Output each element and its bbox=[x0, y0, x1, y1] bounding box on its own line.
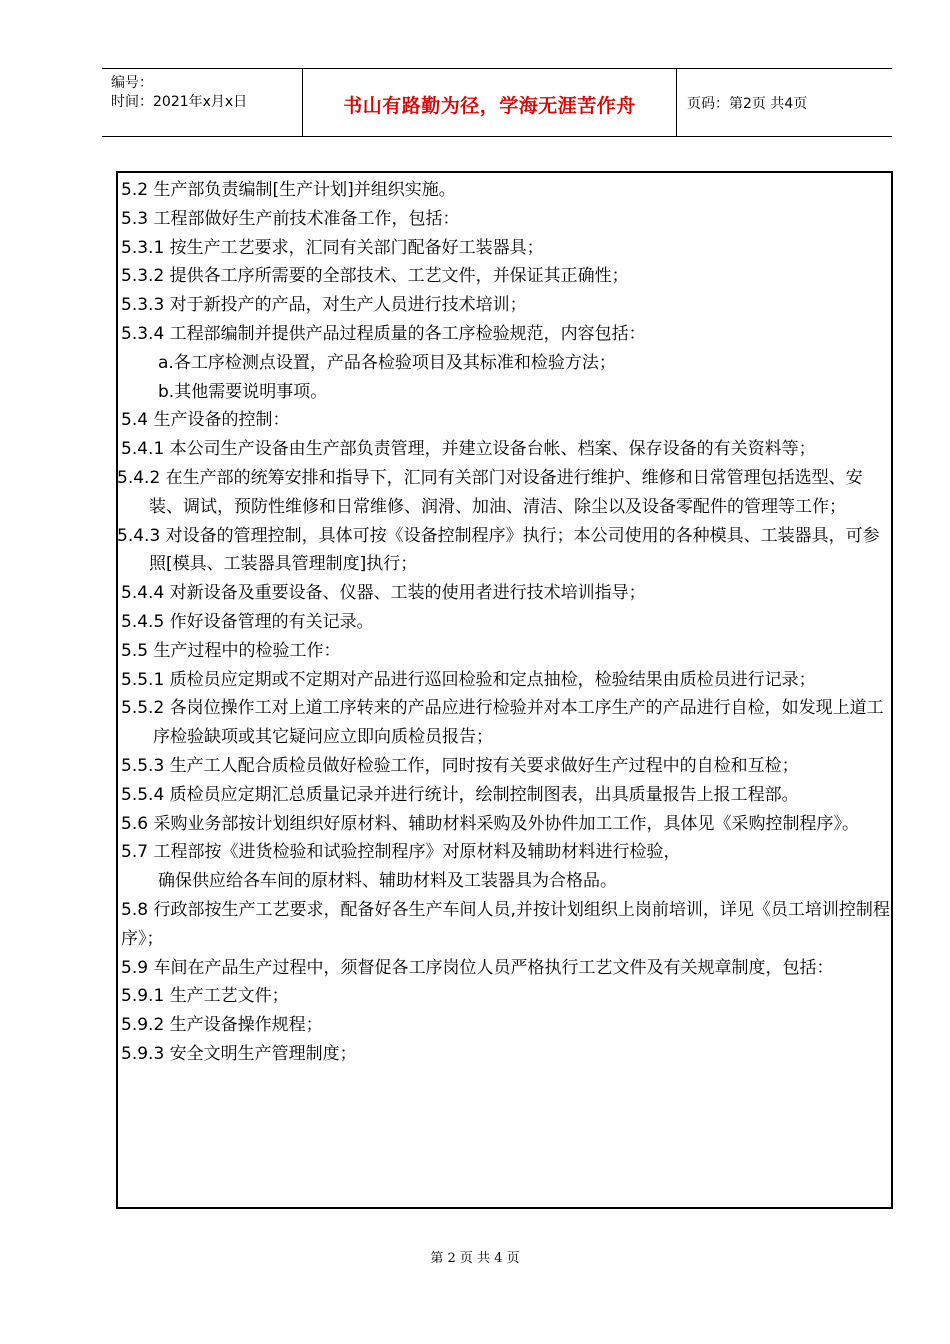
paragraph: 5.5.2 各岗位操作工对上道工序转来的产品应进行检验并对本工序生产的产品进行自检，如发现上道工序检验缺项或其它疑问应立即向质检员报告； bbox=[121, 698, 884, 748]
paragraph: 5.4.1 本公司生产设备由生产部负责管理，并建立设备台帐、档案、保存设备的有关资料等； bbox=[121, 439, 816, 460]
paragraph: 确保供应给各车间的原材料、辅助材料及工装器具为合格品。 bbox=[158, 871, 617, 892]
paragraph: 5.4.4 对新设备及重要设备、仪器、工装的使用者进行技术培训指导； bbox=[121, 583, 646, 604]
content-box bbox=[116, 171, 893, 1209]
paragraph: 5.5.3 生产工人配合质检员做好检验工作，同时按有关要求做好生产过程中的自检和互检； bbox=[121, 755, 799, 776]
document-date-label: 时间：2021年x月x日 bbox=[111, 94, 248, 110]
paragraph: 5.4 生产设备的控制： bbox=[121, 410, 290, 431]
paragraph: 5.5.4 质检员应定期汇总质量记录并进行统计，绘制控制图表，出具质量报告上报工程部。 bbox=[121, 784, 799, 805]
paragraph: 5.7 工程部按《进货检验和试验控制程序》对原材料及辅助材料进行检验， bbox=[121, 842, 681, 863]
paragraph: 5.8 行政部按生产工艺要求，配备好各生产车间人员,并按计划组织上岗前培训，详见《员工培训控制程序》； bbox=[121, 899, 890, 949]
paragraph: 5.9.3 安全文明生产管理制度； bbox=[121, 1043, 357, 1064]
paragraph: 5.5 生产过程中的检验工作： bbox=[121, 640, 341, 661]
paragraph: 5.6 采购业务部按计划组织好原材料、辅助材料采购及外协件加工工作，具体见《采购控制程序》。 bbox=[121, 813, 859, 834]
paragraph: 5.4.3 对设备的管理控制，具体可按《设备控制程序》执行；本公司使用的各种模具、工装器具，可参照[模具、工装器具管理制度]执行； bbox=[117, 525, 880, 575]
motto-text: 书山有路勤为径，学海无涯苦作舟 bbox=[343, 95, 636, 117]
paragraph: a.各工序检测点设置，产品各检验项目及其标准和检验方法； bbox=[158, 352, 616, 373]
content-body bbox=[118, 176, 893, 1069]
paragraph: 5.3.2 提供各工序所需要的全部技术、工艺文件，并保证其正确性； bbox=[121, 266, 629, 287]
paragraph: 5.3 工程部做好生产前技术准备工作，包括： bbox=[121, 208, 460, 229]
paragraph: 5.9 车间在产品生产过程中，须督促各工序岗位人员严格执行工艺文件及有关规章制度，包括： bbox=[121, 957, 834, 978]
header-info-cell bbox=[102, 69, 303, 136]
document-header bbox=[102, 68, 892, 137]
paragraph: 5.4.2 在生产部的统筹安排和指导下，汇同有关部门对设备进行维护、维修和日常管理包括选型、安装、调试，预防性维修和日常维修、润滑、加油、清洁、除尘以及设备零配件的管理等工作； bbox=[117, 467, 863, 517]
paragraph: 5.4.5 作好设备管理的有关记录。 bbox=[121, 611, 374, 632]
paragraph: 5.3.1 按生产工艺要求，汇同有关部门配备好工装器具； bbox=[121, 237, 544, 258]
header-page-cell bbox=[677, 69, 892, 136]
paragraph: 5.5.1 质检员应定期或不定期对产品进行巡回检验和定点抽检，检验结果由质检员进行记录； bbox=[121, 669, 816, 690]
header-motto-cell bbox=[303, 69, 677, 136]
document-number-label: 编号： bbox=[111, 75, 153, 91]
paragraph: 5.9.1 生产工艺文件； bbox=[121, 986, 289, 1007]
page-footer: 第 2 页 共 4 页 bbox=[430, 1251, 520, 1266]
paragraph: 5.3.4 工程部编制并提供产品过程质量的各工序检验规范，内容包括： bbox=[121, 323, 646, 344]
paragraph: b.其他需要说明事项。 bbox=[158, 381, 328, 402]
page-number-label: 页码：第2页 共4页 bbox=[687, 96, 808, 112]
paragraph: 5.3.3 对于新投产的产品，对生产人员进行技术培训； bbox=[121, 295, 527, 316]
paragraph: 5.2 生产部负责编制[生产计划]并组织实施。 bbox=[121, 180, 456, 200]
paragraph: 5.9.2 生产设备操作规程； bbox=[121, 1015, 323, 1036]
